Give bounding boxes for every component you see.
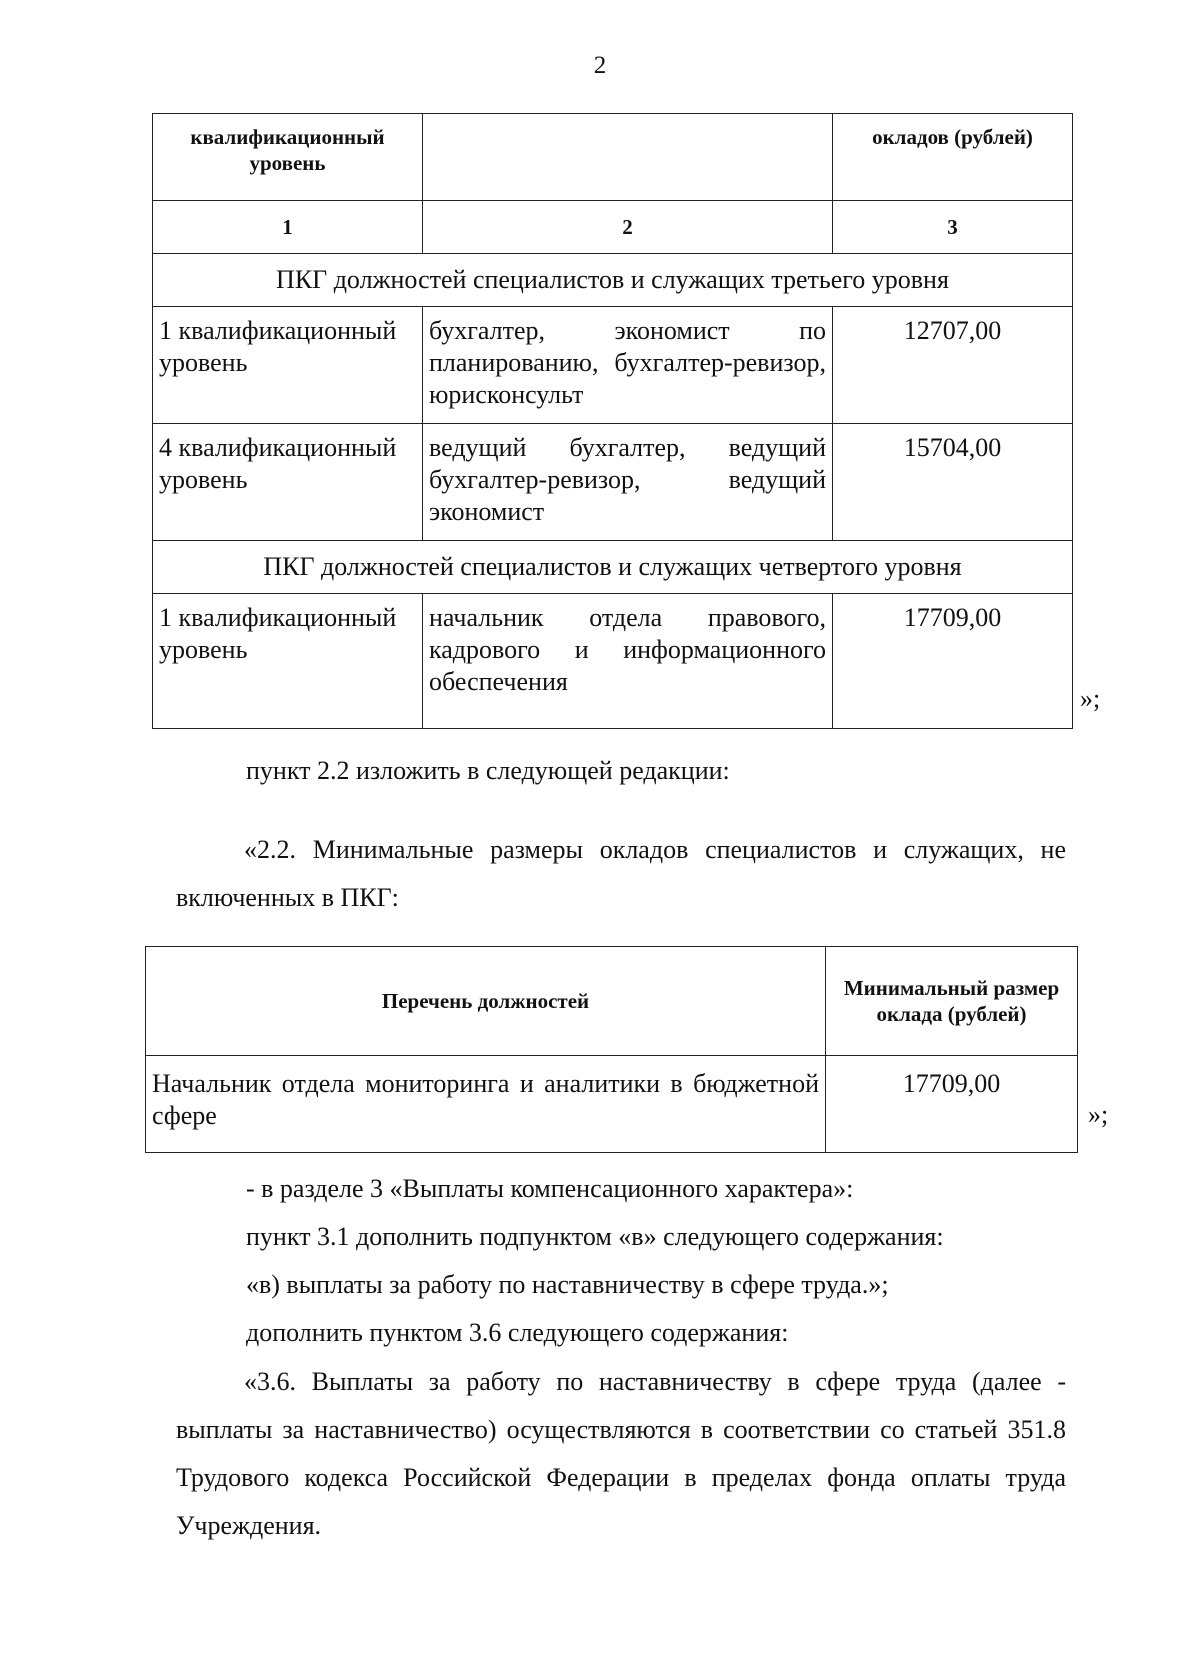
section3-line: пункт 3.1 дополнить подпунктом «в» следующего содержания: [246,1222,944,1251]
column-number: 1 [153,201,423,254]
table-row [153,594,1073,729]
paragraph-3-6: «3.6. Выплаты за работу по наставничеству в сфере труда (далее - выплаты за наставничество) осуществляются в соответствии со статьей 351.8 Трудового кодекса Российской Федерации в пределах фонда оплаты труда Учреждения. [176,1367,1066,1540]
position-name: Начальник отдела мониторинга и аналитики в бюджетной сфере [146,1056,826,1153]
table-row [146,1056,1078,1153]
table-row [153,307,1073,424]
paragraph-2-2-text: «2.2. Минимальные размеры окладов специалистов и служащих, не включенных в ПКГ: [176,835,1066,912]
group-title: ПКГ должностей специалистов и служащих третьего уровня [153,254,1073,307]
header-positions [423,114,833,201]
column-number-row [153,201,1073,254]
salary-table-non-pkg [145,946,1078,1153]
positions-list: начальник отдела правового, кадрового и информационного обеспечения [423,594,833,729]
group-row [153,541,1073,594]
paragraph-2-2-intro: пункт 2.2 изложить в следующей редакции: [246,756,730,785]
salary-value: 17709,00 [833,594,1073,729]
section3-line: дополнить пунктом 3.6 следующего содержания: [246,1318,789,1347]
header-level: квалификационный уровень [153,114,423,201]
section3-line: - в разделе 3 «Выплаты компенсационного характера»: [246,1174,854,1203]
group-title: ПКГ должностей специалистов и служащих четвертого уровня [153,541,1073,594]
column-number: 2 [423,201,833,254]
salary-value: 15704,00 [833,424,1073,541]
table-row [153,424,1073,541]
qualification-level: 1 квалификационный уровень [153,594,423,729]
salary-value: 17709,00 [826,1056,1078,1153]
qualification-level: 4 квалификационный уровень [153,424,423,541]
table-header-row [146,947,1078,1056]
closing-quote-mark: »; [1088,1100,1109,1129]
salary-table-pkg [152,113,1073,729]
header-positions: Перечень должностей [146,947,826,1056]
page-number: 2 [593,52,607,79]
salary-value: 12707,00 [833,307,1073,424]
qualification-level: 1 квалификационный уровень [153,307,423,424]
header-min-salary: Минимальный размер оклада (рублей) [826,947,1078,1056]
positions-list: ведущий бухгалтер, ведущий бухгалтер-ревизор, ведущий экономист [423,424,833,541]
table-header-row [153,114,1073,201]
column-number: 3 [833,201,1073,254]
positions-list: бухгалтер, экономист по планированию, бухгалтер-ревизор, юрисконсульт [423,307,833,424]
group-row [153,254,1073,307]
closing-quote-mark: »; [1080,684,1101,713]
header-salary: окладов (рублей) [833,114,1073,201]
section3-line: «в) выплаты за работу по наставничеству в сфере труда.»; [246,1270,889,1299]
